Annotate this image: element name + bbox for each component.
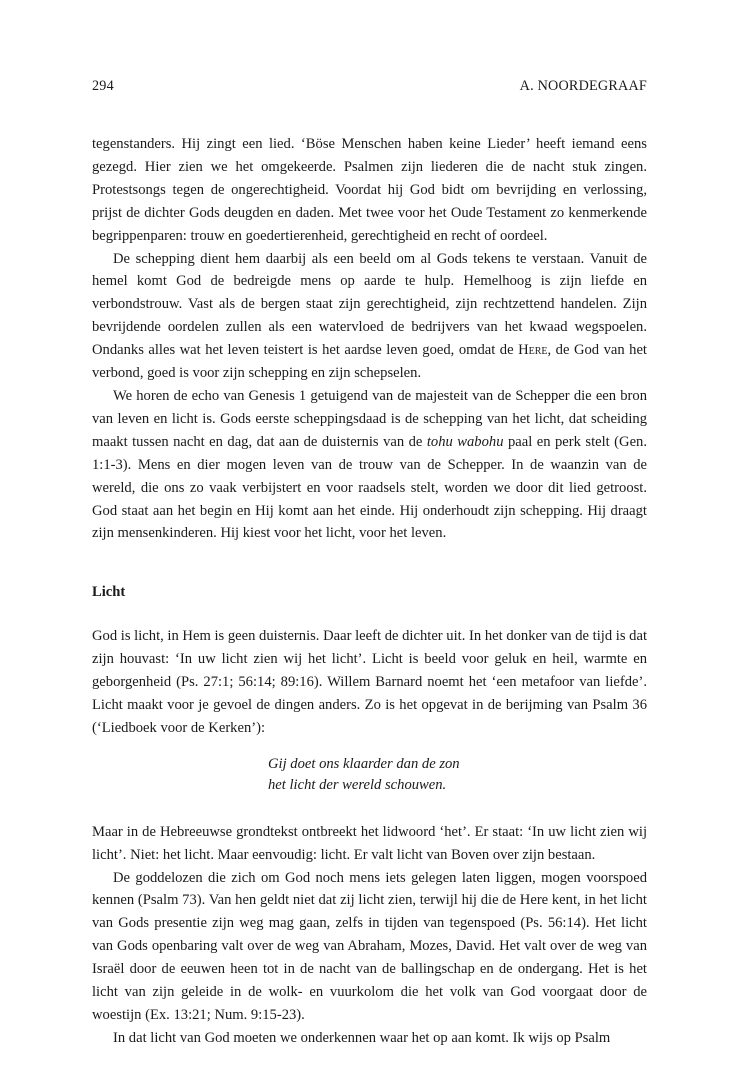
paragraph-3-text-b: paal en perk stelt (Gen. 1:1-3). Mens en dier mogen leven van de trouw van de Schepper. In de waanzin van de wereld, die ons zo vaak verbijstert en voor raadsels stelt, worden we door dit lied getroost. God staat aan het begin en Hij komt aan het einde. Hij onderhoudt zijn schepping. Hij draagt zijn mensenkinderen. Hij kiest voor het licht, voor het leven. [92,433,647,542]
quote-line-2: het licht der wereld schouwen. [268,777,447,794]
paragraph-2-text-b: , de God van het verbond, goed is voor zijn schepping en zijn schepselen. [92,342,647,382]
paragraph-3-italic: tohu wabohu [426,433,504,450]
quote-line-1: Gij doet ons klaarder dan de zon [268,755,460,772]
paragraph-4: God is licht, in Hem is geen duisternis. Daar leeft de dichter uit. In het donker van de tijd is dat zijn houvast: ‘In uw licht zien wij het licht’. Licht is beeld voor geluk en heil, warmte en geborgenheid (Ps. 27:1; 56:14; 89:16). Willem Barnard noemt het ‘een metafoor van liefde’. Licht maakt voor je gevoel de dingen anders. Zo is het opgevat in de berijming van Psalm 36 (‘Liedboek voor de Kerken’): [92,628,647,736]
running-head [92,78,647,95]
paragraph-3 [92,385,647,545]
paragraph-1: tegenstanders. Hij zingt een lied. ‘Böse Menschen haben keine Lieder’ heeft iemand eens gezegd. Hier zien we het omgekeerde. Psalmen zijn liederen die de nacht stuk zingen. Protestsongs tegen de ongerechtigheid. Voordat hij God bidt om bevrijding en verlossing, prijst de dichter Gods deugden en daden. Met twee voor het Oude Testament zo kenmerkende begrippenparen: trouw en goedertierenheid, gerechtigheid en recht of oordeel. [92,136,647,244]
paragraph-2-here: Here [518,342,548,359]
paragraph-6: De goddelozen die zich om God noch mens iets gelegen laten liggen, mogen voorspoed kennen (Psalm 73). Van hen geldt niet dat zij licht zien, terwijl hij die de Here kent, in het licht van Gods presentie zijn weg mag gaan, zelfs in tijden van tegenspoed (Ps. 56:14). Het licht van Gods openbaring valt over de weg van Abraham, Mozes, David. Het valt over de weg van Israël door de eeuwen heen tot in de nacht van de ballingschap en de ondergang. Het is het licht van zijn geleide in de wolk- en vuurkolom die het volk van God voorgaat door de woestijn (Ex. 13:21; Num. 9:15-23). [92,869,647,1023]
paragraph-2-text-a: De schepping dient hem daarbij als een beeld om al Gods tekens te verstaan. Vanuit de hemel komt God de bedreigde mens op aarde te hulp. Hemelhoog is zijn liefde en verbondstrouw. Vast als de bergen staat zijn gerechtigheid, zijn rechtzettend handelen. Zijn bevrijdende oordelen zullen als een watervloed de bedrijvers van het kwaad wegspoelen. Ondanks alles wat het leven teistert is het aardse leven goed, omdat de [92,250,647,359]
paragraph-5: Maar in de Hebreeuwse grondtekst ontbreekt het lidwoord ‘het’. Er staat: ‘In uw licht zien wij licht’. Niet: het licht. Maar eenvoudig: licht. Er valt licht van Boven over zijn bestaan. [92,823,647,863]
paragraph-2 [92,248,647,385]
paragraph-3-text-a: We horen de echo van Genesis 1 getuigend van de majesteit van de Schepper die een bron van leven en licht is. Gods eerste scheppingsdaad is de schepping van het licht, dat scheiding maakt tussen nacht en dag, dat aan de duisternis van de [92,387,647,450]
page [92,78,647,1050]
page-number: 294 [92,78,114,94]
paragraph-7: In dat licht van God moeten we onderkennen waar het op aan komt. Ik wijs op Psalm [113,1029,611,1046]
section-heading: Licht [92,584,126,601]
block-quote [268,754,647,797]
running-head-author: A. NOORDEGRAAF [519,78,647,94]
